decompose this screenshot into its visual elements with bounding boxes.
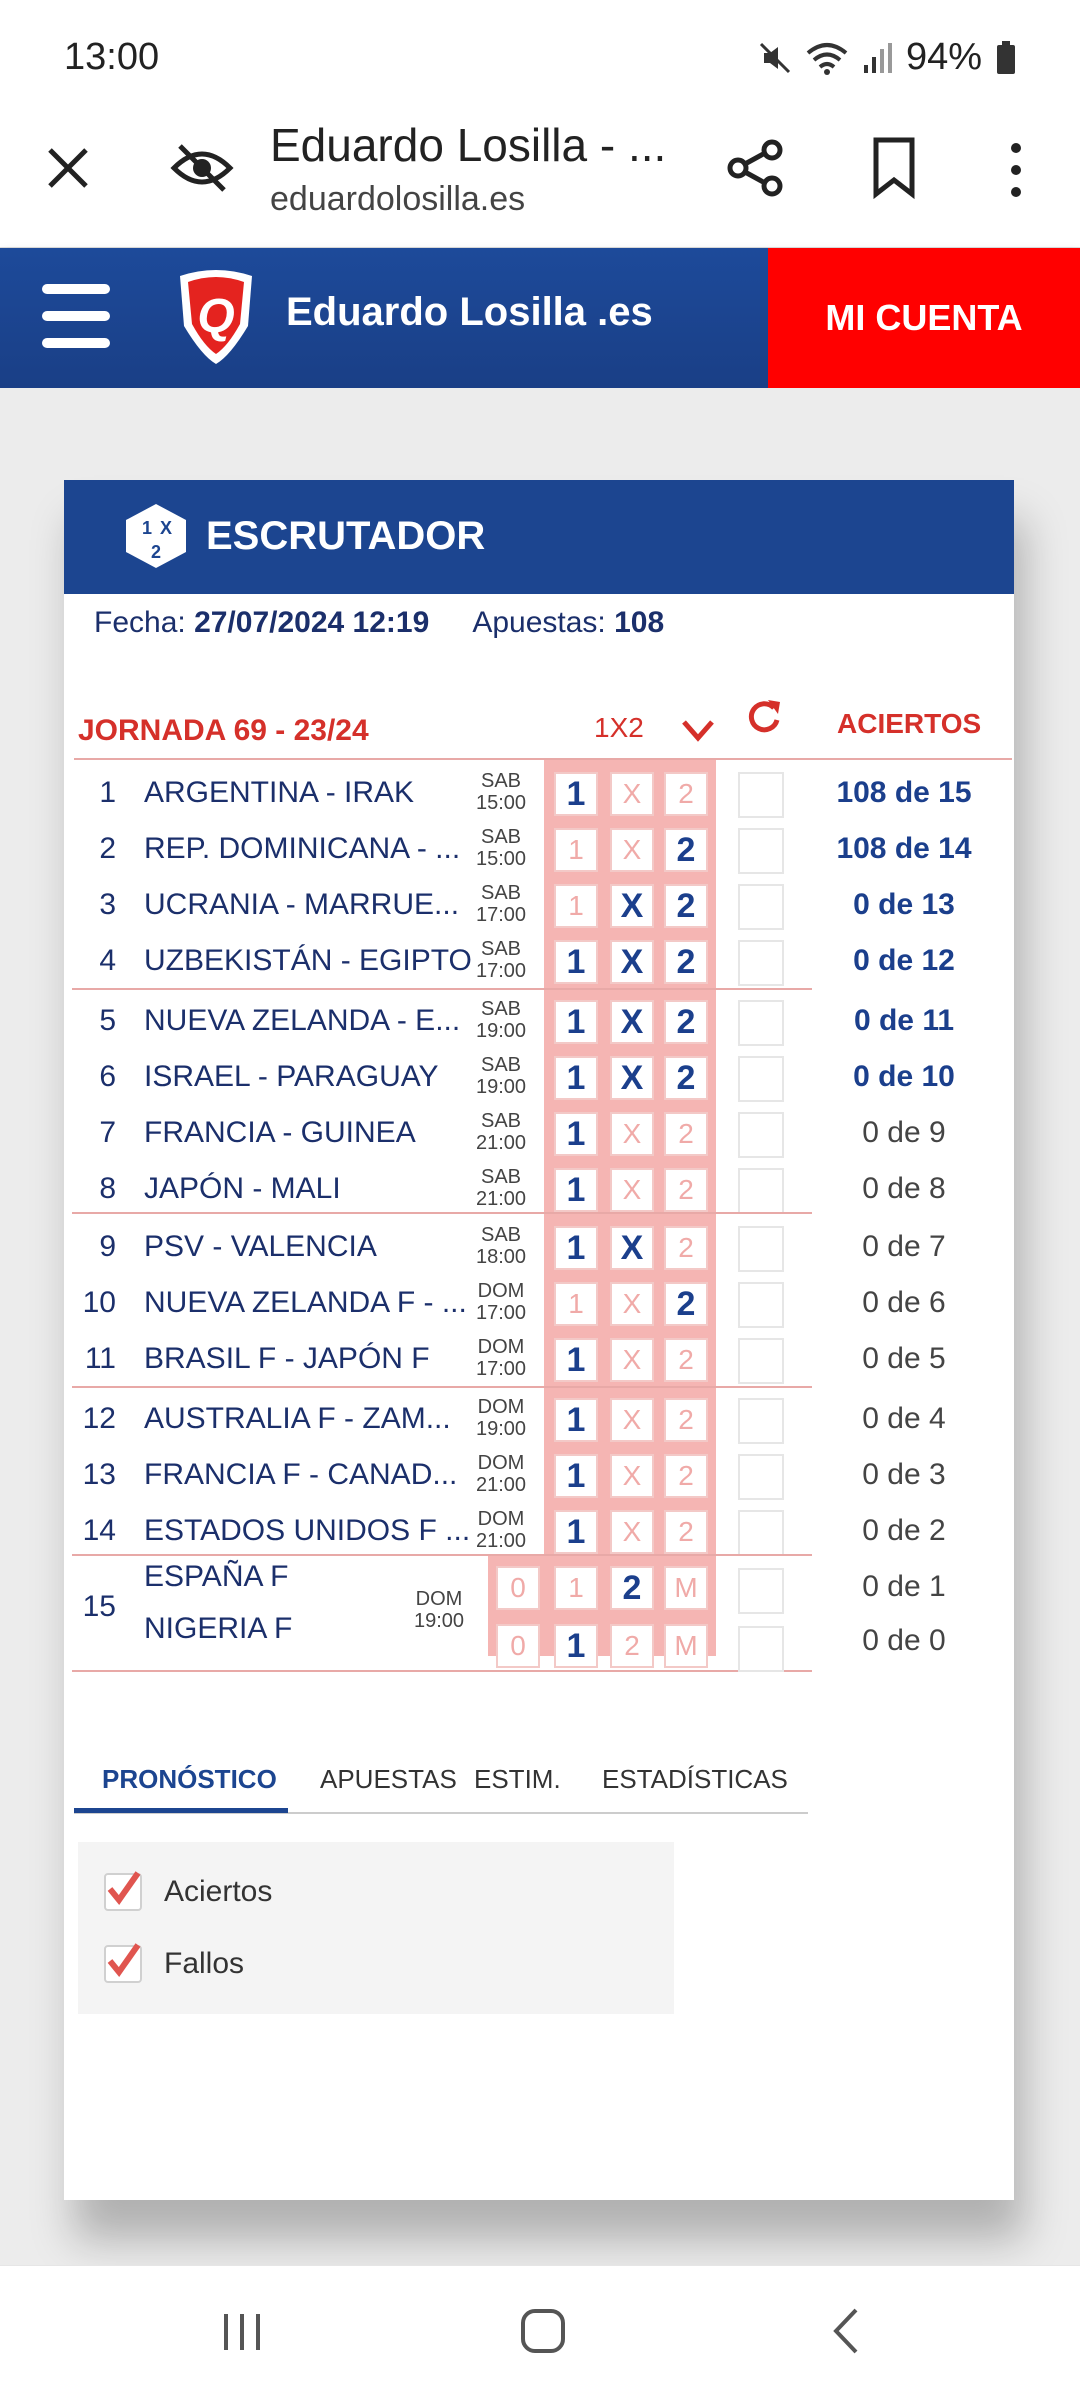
pick-1-cell[interactable]: 1 xyxy=(554,1056,598,1100)
match-day: DOM xyxy=(477,1336,525,1358)
battery-percent: 94% xyxy=(905,36,982,78)
pleno-pick-cell[interactable]: 1 xyxy=(554,1624,598,1668)
status-icons xyxy=(758,36,1016,79)
match-teams: ESTADOS UNIDOS F ... xyxy=(144,1514,471,1547)
pick-x-cell[interactable]: X xyxy=(610,1338,654,1382)
match-number: 5 xyxy=(99,1004,116,1037)
pleno-away-team: NIGERIA F xyxy=(144,1612,293,1645)
match-number: 2 xyxy=(99,832,116,865)
recent-apps-icon[interactable] xyxy=(218,2308,266,2356)
match-number: 6 xyxy=(99,1060,116,1093)
wifi-icon xyxy=(806,41,848,75)
pick-1-cell[interactable]: 1 xyxy=(554,1282,598,1326)
match-day: SAB xyxy=(480,998,522,1020)
match-day: DOM xyxy=(477,1452,525,1474)
pick-1-cell[interactable]: 1 xyxy=(554,1510,598,1554)
pleno-pick-cell[interactable]: 2 xyxy=(610,1624,654,1668)
match-row xyxy=(64,1448,1014,1504)
aciertos-count: 108 de 14 xyxy=(836,832,972,865)
share-icon[interactable] xyxy=(724,136,788,200)
match-datetime xyxy=(466,1336,536,1380)
browser-bar xyxy=(0,118,1080,248)
match-day: SAB xyxy=(480,882,522,904)
match-number: 9 xyxy=(99,1230,116,1263)
aciertos-count: 0 de 11 xyxy=(853,1004,955,1037)
match-checkbox[interactable] xyxy=(738,772,784,818)
match-teams: NUEVA ZELANDA F - ... xyxy=(144,1286,467,1319)
match-time: 17:00 xyxy=(475,1302,527,1324)
match-day: SAB xyxy=(480,770,522,792)
pick-1-cell[interactable]: 1 xyxy=(554,1338,598,1382)
aciertos-count: 0 de 9 xyxy=(862,1116,946,1149)
active-tab-indicator xyxy=(74,1808,288,1813)
fecha-row xyxy=(94,606,664,640)
group-separator xyxy=(72,988,812,990)
match-row xyxy=(64,878,1014,934)
match-row xyxy=(64,1050,1014,1106)
pick-1-cell[interactable]: 1 xyxy=(554,884,598,928)
tab-pronostico[interactable]: PRONÓSTICO xyxy=(102,1764,277,1794)
fallos-checkbox[interactable] xyxy=(104,1945,142,1983)
match-checkbox[interactable] xyxy=(738,1398,784,1444)
pick-2-cell[interactable]: 2 xyxy=(664,1454,708,1498)
match-teams: BRASIL F - JAPÓN F xyxy=(144,1342,430,1375)
card-title: ESCRUTADOR xyxy=(206,514,486,558)
pick-2-cell[interactable]: 2 xyxy=(664,1226,708,1270)
match-number: 11 xyxy=(84,1342,116,1375)
incognito-eye-icon[interactable] xyxy=(170,140,234,196)
match-row xyxy=(64,822,1014,878)
apuestas-value: 108 xyxy=(614,606,665,639)
pick-1-cell[interactable]: 1 xyxy=(554,940,598,984)
match-time: 15:00 xyxy=(475,848,527,870)
divider xyxy=(74,758,1012,760)
match-day: DOM xyxy=(477,1396,525,1418)
match-time: 19:00 xyxy=(475,1418,527,1440)
match-day: SAB xyxy=(480,1054,522,1076)
match-datetime xyxy=(404,1588,474,1632)
pleno-pick-cell[interactable]: 0 xyxy=(496,1624,540,1668)
column-1x2-header: 1X2 xyxy=(594,712,644,743)
match-teams: PSV - VALENCIA xyxy=(144,1230,377,1263)
pick-1-cell[interactable]: 1 xyxy=(554,1000,598,1044)
site-header xyxy=(0,248,1080,388)
match-number: 12 xyxy=(82,1402,116,1435)
match-number: 10 xyxy=(82,1286,116,1319)
match-teams: FRANCIA - GUINEA xyxy=(144,1116,416,1149)
match-checkbox[interactable] xyxy=(738,940,784,986)
svg-text:Q: Q xyxy=(197,290,235,343)
pick-x-cell[interactable]: X xyxy=(610,1226,654,1270)
match-datetime xyxy=(466,938,536,982)
pick-x-cell[interactable]: X xyxy=(610,772,654,816)
match-time: 19:00 xyxy=(475,1020,527,1042)
svg-text:X: X xyxy=(160,518,173,538)
match-row xyxy=(64,994,1014,1050)
mute-icon xyxy=(758,41,792,75)
match-checkbox[interactable] xyxy=(738,1338,784,1384)
match-checkbox[interactable] xyxy=(738,1168,784,1214)
match-time: 21:00 xyxy=(475,1132,527,1154)
pick-2-cell[interactable]: 2 xyxy=(664,1056,708,1100)
pick-x-cell[interactable]: X xyxy=(610,828,654,872)
match-row xyxy=(64,766,1014,822)
pick-2-cell[interactable]: 2 xyxy=(664,1168,708,1212)
match-teams: NUEVA ZELANDA - E... xyxy=(144,1004,461,1037)
aciertos-count: 108 de 15 xyxy=(836,776,972,809)
status-bar xyxy=(0,0,1080,118)
match-datetime xyxy=(466,1280,536,1324)
logo-text[interactable]: Eduardo Losilla .es xyxy=(286,290,653,334)
page-title[interactable]: Eduardo Losilla - ... xyxy=(270,119,667,171)
aciertos-checkbox[interactable] xyxy=(104,1873,142,1911)
home-icon[interactable] xyxy=(518,2306,568,2356)
menu-icon[interactable] xyxy=(42,284,110,348)
pick-2-cell[interactable]: 2 xyxy=(664,1112,708,1156)
match-row xyxy=(64,1106,1014,1162)
match-checkbox[interactable] xyxy=(738,1000,784,1046)
pick-2-cell[interactable]: 2 xyxy=(664,1282,708,1326)
pick-1-cell[interactable]: 1 xyxy=(554,1398,598,1442)
fecha-label: Fecha: xyxy=(94,606,186,639)
pick-1-cell[interactable]: 1 xyxy=(554,1168,598,1212)
svg-text:2: 2 xyxy=(151,542,162,562)
tab-estim[interactable]: ESTIM. xyxy=(474,1764,561,1794)
aciertos-count: 0 de 4 xyxy=(862,1402,946,1435)
match-time: 19:00 xyxy=(413,1610,465,1632)
match-time: 21:00 xyxy=(475,1474,527,1496)
group-separator xyxy=(72,1386,812,1388)
account-button[interactable]: MI CUENTA xyxy=(768,248,1080,388)
legend-aciertos[interactable] xyxy=(104,1872,272,1912)
pick-2-cell[interactable]: 2 xyxy=(664,884,708,928)
pick-2-cell[interactable]: 2 xyxy=(664,940,708,984)
pick-x-cell[interactable]: X xyxy=(610,1112,654,1156)
match-number: 8 xyxy=(99,1172,116,1205)
aciertos-count: 0 de 7 xyxy=(862,1230,946,1263)
svg-text:1: 1 xyxy=(142,518,153,538)
match-time: 17:00 xyxy=(475,904,527,926)
chevron-down-icon[interactable] xyxy=(678,712,718,746)
match-number: 13 xyxy=(82,1458,116,1491)
match-number: 4 xyxy=(99,944,116,977)
aciertos-count: 0 de 2 xyxy=(862,1514,946,1547)
pleno-row xyxy=(64,1560,1014,1670)
pleno-pick-cell[interactable]: M xyxy=(664,1566,708,1610)
aciertos-count: 0 de 0 xyxy=(862,1624,946,1657)
pick-x-cell[interactable]: X xyxy=(610,1510,654,1554)
match-checkbox[interactable] xyxy=(738,1454,784,1500)
match-teams: ISRAEL - PARAGUAY xyxy=(144,1060,439,1093)
match-time: 17:00 xyxy=(475,1358,527,1380)
pick-2-cell[interactable]: 2 xyxy=(664,1000,708,1044)
aciertos-header: ACIERTOS xyxy=(837,708,982,739)
match-datetime xyxy=(466,882,536,926)
aciertos-count: 0 de 1 xyxy=(862,1570,946,1603)
match-datetime xyxy=(466,1224,536,1268)
reload-icon[interactable] xyxy=(744,696,784,736)
pick-x-cell[interactable]: X xyxy=(610,1454,654,1498)
bookmark-icon[interactable] xyxy=(866,136,922,200)
aciertos-count: 0 de 3 xyxy=(862,1458,946,1491)
match-teams: FRANCIA F - CANAD... xyxy=(144,1458,458,1491)
logo-icon[interactable] xyxy=(170,266,262,366)
jornada-title: JORNADA 69 - 23/24 xyxy=(78,714,369,747)
legend-fallos[interactable] xyxy=(104,1944,244,1984)
group-separator xyxy=(72,1554,812,1556)
pleno-home-checkbox[interactable] xyxy=(738,1568,784,1614)
match-teams: REP. DOMINICANA - ... xyxy=(144,832,461,865)
battery-icon xyxy=(996,41,1016,75)
checkmark-icon xyxy=(104,1869,144,1909)
aciertos-count: 0 de 8 xyxy=(862,1172,946,1205)
match-day: DOM xyxy=(477,1280,525,1302)
pick-x-cell[interactable]: X xyxy=(610,884,654,928)
pleno-home-team: ESPAÑA F xyxy=(144,1560,289,1593)
match-day: SAB xyxy=(480,938,522,960)
match-number: 14 xyxy=(82,1514,116,1547)
pick-2-cell[interactable]: 2 xyxy=(664,1338,708,1382)
match-row xyxy=(64,1220,1014,1276)
match-checkbox[interactable] xyxy=(738,884,784,930)
match-checkbox[interactable] xyxy=(738,1112,784,1158)
match-number: 3 xyxy=(99,888,116,921)
pick-x-cell[interactable]: X xyxy=(610,1000,654,1044)
group-separator xyxy=(72,1670,812,1672)
aciertos-count: 0 de 13 xyxy=(853,888,955,921)
apuestas-label: Apuestas: xyxy=(472,606,606,639)
match-row xyxy=(64,1162,1014,1218)
pick-2-cell[interactable]: 2 xyxy=(664,828,708,872)
dice-1x2-icon xyxy=(120,500,192,572)
match-teams: ARGENTINA - IRAK xyxy=(144,776,415,809)
checkmark-icon xyxy=(104,1941,144,1981)
tab-bar xyxy=(74,1764,808,1814)
match-datetime xyxy=(466,1110,536,1154)
legend-label: Fallos xyxy=(164,1947,245,1980)
aciertos-count: 0 de 5 xyxy=(862,1342,946,1375)
fecha-value: 27/07/2024 12:19 xyxy=(194,606,430,639)
match-teams: JAPÓN - MALI xyxy=(144,1172,341,1205)
match-row xyxy=(64,934,1014,990)
match-day: SAB xyxy=(480,826,522,848)
pick-2-cell[interactable]: 2 xyxy=(664,772,708,816)
pick-1-cell[interactable]: 1 xyxy=(554,828,598,872)
system-nav-bar xyxy=(0,2265,1080,2400)
pick-2-cell[interactable]: 2 xyxy=(664,1510,708,1554)
pick-x-cell[interactable]: X xyxy=(610,1056,654,1100)
pleno-away-checkbox[interactable] xyxy=(738,1626,784,1672)
match-time: 21:00 xyxy=(475,1188,527,1210)
match-day: SAB xyxy=(480,1224,522,1246)
more-options-icon[interactable] xyxy=(1000,138,1032,202)
match-day: DOM xyxy=(477,1508,525,1530)
match-teams: UZBEKISTÁN - EGIPTO xyxy=(144,944,472,977)
aciertos-count: 0 de 6 xyxy=(862,1286,946,1319)
pick-1-cell[interactable]: 1 xyxy=(554,1226,598,1270)
match-checkbox[interactable] xyxy=(738,1282,784,1328)
match-datetime xyxy=(466,1508,536,1552)
aciertos-count: 0 de 12 xyxy=(853,944,955,977)
match-row xyxy=(64,1276,1014,1332)
match-time: 15:00 xyxy=(475,792,527,814)
match-checkbox[interactable] xyxy=(738,828,784,874)
signal-icon xyxy=(862,41,892,75)
pleno-pick-cell[interactable]: 2 xyxy=(610,1566,654,1610)
match-time: 18:00 xyxy=(475,1246,527,1268)
pick-1-cell[interactable]: 1 xyxy=(554,1454,598,1498)
pick-1-cell[interactable]: 1 xyxy=(554,772,598,816)
pick-x-cell[interactable]: X xyxy=(610,1398,654,1442)
tab-apuestas[interactable]: APUESTAS xyxy=(320,1764,457,1794)
back-icon[interactable] xyxy=(826,2306,866,2356)
pick-1-cell[interactable]: 1 xyxy=(554,1112,598,1156)
group-separator xyxy=(72,1212,812,1214)
match-number: 7 xyxy=(99,1116,116,1149)
match-teams: AUSTRALIA F - ZAM... xyxy=(144,1402,451,1435)
match-number: 15 xyxy=(82,1590,116,1623)
page-url[interactable]: eduardolosilla.es xyxy=(270,180,526,218)
pleno-pick-cell[interactable]: M xyxy=(664,1624,708,1668)
legend-label: Aciertos xyxy=(164,1875,273,1908)
tab-estadisticas[interactable]: ESTADÍSTICAS xyxy=(602,1764,788,1794)
card-header xyxy=(64,480,1014,594)
match-datetime xyxy=(466,998,536,1042)
match-time: 21:00 xyxy=(475,1530,527,1552)
match-checkbox[interactable] xyxy=(738,1510,784,1556)
pick-x-cell[interactable]: X xyxy=(610,1168,654,1212)
match-datetime xyxy=(466,1452,536,1496)
match-time: 19:00 xyxy=(475,1076,527,1098)
pleno-pick-cell[interactable]: 1 xyxy=(554,1566,598,1610)
match-datetime xyxy=(466,1166,536,1210)
pleno-pick-cell[interactable]: 0 xyxy=(496,1566,540,1610)
match-day: SAB xyxy=(480,1166,522,1188)
pick-x-cell[interactable]: X xyxy=(610,1282,654,1326)
match-row xyxy=(64,1332,1014,1388)
match-checkbox[interactable] xyxy=(738,1226,784,1272)
match-datetime xyxy=(466,770,536,814)
match-day: DOM xyxy=(415,1588,463,1610)
match-checkbox[interactable] xyxy=(738,1056,784,1102)
match-time: 17:00 xyxy=(475,960,527,982)
close-icon[interactable] xyxy=(40,140,96,196)
aciertos-count: 0 de 10 xyxy=(853,1060,955,1093)
match-day: SAB xyxy=(480,1110,522,1132)
escrutador-card xyxy=(64,480,1014,2200)
match-datetime xyxy=(466,1396,536,1440)
match-datetime xyxy=(466,1054,536,1098)
match-datetime xyxy=(466,826,536,870)
pick-2-cell[interactable]: 2 xyxy=(664,1398,708,1442)
match-row xyxy=(64,1504,1014,1560)
match-teams: UCRANIA - MARRUE... xyxy=(144,888,460,921)
match-number: 1 xyxy=(99,776,116,809)
match-row xyxy=(64,1392,1014,1448)
pick-x-cell[interactable]: X xyxy=(610,940,654,984)
legend-panel xyxy=(78,1842,674,2014)
status-time: 13:00 xyxy=(64,36,160,78)
